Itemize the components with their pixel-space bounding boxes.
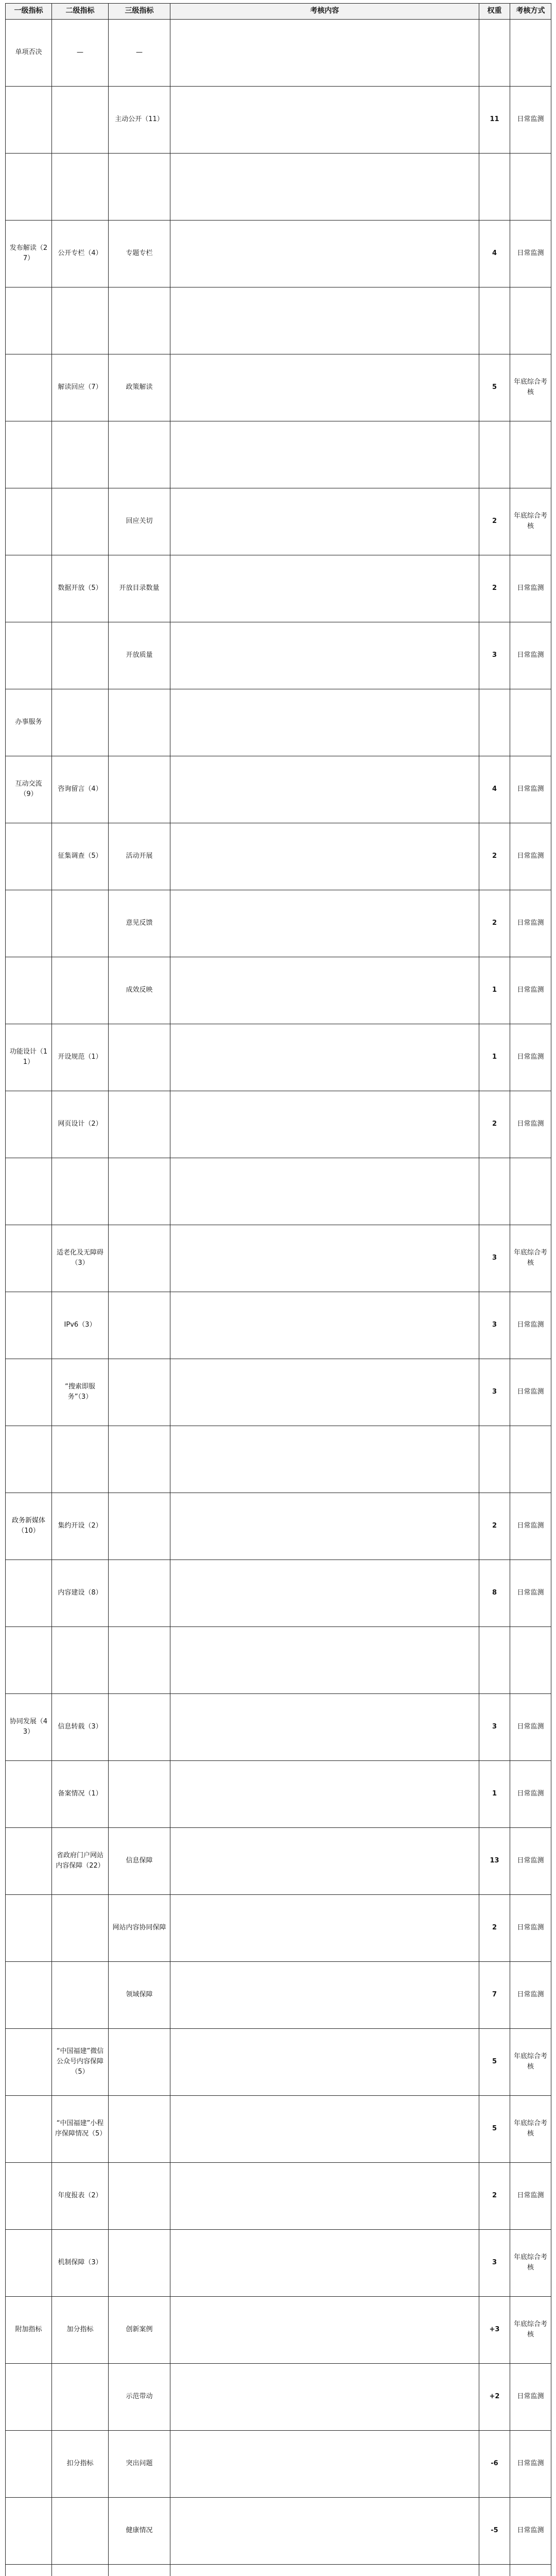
content-cell [170, 2162, 479, 2229]
method-cell: 日常监测 [510, 1091, 551, 1158]
method-cell: 年底综合考核 [510, 354, 551, 421]
content-cell [170, 689, 479, 756]
weight-cell: 5 [479, 354, 510, 421]
table-row [6, 2430, 551, 2497]
level1-cell [6, 957, 52, 1024]
weight-cell: 1 [479, 1024, 510, 1091]
method-cell: 年底综合考核 [510, 1225, 551, 1292]
level2-cell: 适老化及无障碍（3） [52, 1225, 109, 1292]
level3-cell [109, 689, 170, 756]
content-cell [170, 1024, 479, 1091]
content-cell [170, 1760, 479, 1827]
level1-cell [6, 1426, 52, 1493]
level2-cell: 内容建设（8） [52, 1560, 109, 1626]
level3-cell [109, 2028, 170, 2095]
level3-cell [109, 1560, 170, 1626]
table-row [6, 1359, 551, 1426]
level3-cell: 活动开展 [109, 823, 170, 890]
level1-cell [6, 1827, 52, 1894]
method-cell [510, 2564, 551, 2576]
content-cell [170, 2095, 479, 2162]
level3-cell: 专题专栏 [109, 220, 170, 287]
method-cell: 年底综合考核 [510, 2229, 551, 2296]
level1-cell [6, 2564, 52, 2576]
level1-cell: 政务新媒体（10） [6, 1493, 52, 1560]
table-row [6, 890, 551, 957]
level1-cell [6, 622, 52, 689]
level2-cell: 数据开放（5） [52, 555, 109, 622]
level3-cell: 示范带动 [109, 2363, 170, 2430]
table-row [6, 2162, 551, 2229]
table-row [6, 2296, 551, 2363]
method-cell: 年底综合考核 [510, 2296, 551, 2363]
level1-cell [6, 555, 52, 622]
content-cell [170, 1961, 479, 2028]
table-row [6, 153, 551, 220]
level3-cell: 创新案例 [109, 2296, 170, 2363]
level2-cell [52, 1426, 109, 1493]
table-row [6, 488, 551, 555]
level2-cell: 咨询留言（4） [52, 756, 109, 823]
weight-cell: 13 [479, 1827, 510, 1894]
weight-cell: 1 [479, 957, 510, 1024]
weight-cell [479, 19, 510, 86]
table-row [6, 1560, 551, 1626]
level2-cell [52, 622, 109, 689]
header-weight: 权重 [479, 4, 510, 20]
table-row [6, 555, 551, 622]
weight-cell: 2 [479, 823, 510, 890]
level3-cell [109, 2229, 170, 2296]
level3-cell [109, 2162, 170, 2229]
weight-cell [479, 2564, 510, 2576]
weight-cell [479, 287, 510, 354]
level1-cell [6, 1560, 52, 1626]
level3-cell [109, 2095, 170, 2162]
level2-cell [52, 1158, 109, 1225]
level2-cell: 省政府门户网站内容保障（22） [52, 1827, 109, 1894]
weight-cell: 3 [479, 2229, 510, 2296]
level2-cell: 网页设计（2） [52, 1091, 109, 1158]
table-row [6, 1158, 551, 1225]
weight-cell [479, 689, 510, 756]
level3-cell [109, 153, 170, 220]
weight-cell [479, 1158, 510, 1225]
table-row [6, 689, 551, 756]
method-cell: 日常监测 [510, 86, 551, 153]
method-cell [510, 287, 551, 354]
method-cell: 日常监测 [510, 823, 551, 890]
level3-cell: 开放目录数量 [109, 555, 170, 622]
weight-cell: 2 [479, 488, 510, 555]
content-cell [170, 756, 479, 823]
table-row [6, 1894, 551, 1961]
level2-cell: 公开专栏（4） [52, 220, 109, 287]
level1-cell [6, 86, 52, 153]
level3-cell: 回应关切 [109, 488, 170, 555]
content-cell [170, 86, 479, 153]
table-row [6, 957, 551, 1024]
weight-cell: 11 [479, 86, 510, 153]
level1-cell: 发布解读（27） [6, 220, 52, 287]
table-row [6, 2363, 551, 2430]
table-row [6, 1827, 551, 1894]
method-cell: 日常监测 [510, 756, 551, 823]
table-row [6, 622, 551, 689]
table-row [6, 2564, 551, 2576]
level3-cell [109, 1760, 170, 1827]
method-cell [510, 19, 551, 86]
level1-cell [6, 1158, 52, 1225]
content-cell [170, 1560, 479, 1626]
table-header-row [6, 4, 551, 20]
level3-cell [109, 1626, 170, 1693]
level1-cell [6, 1760, 52, 1827]
level2-cell: “中国福建”微信公众号内容保障（5） [52, 2028, 109, 2095]
level3-cell [109, 1292, 170, 1359]
level1-cell [6, 421, 52, 488]
content-cell [170, 957, 479, 1024]
level1-cell [6, 2229, 52, 2296]
method-cell: 日常监测 [510, 1024, 551, 1091]
level2-cell [52, 421, 109, 488]
level3-cell [109, 1091, 170, 1158]
level3-cell [109, 2564, 170, 2576]
level3-cell: 突出问题 [109, 2430, 170, 2497]
level2-cell: “中国福建”小程序保障情况（5） [52, 2095, 109, 2162]
method-cell: 日常监测 [510, 1292, 551, 1359]
method-cell: 日常监测 [510, 1961, 551, 2028]
weight-cell: 3 [479, 1292, 510, 1359]
content-cell [170, 488, 479, 555]
weight-cell [479, 1426, 510, 1493]
level3-cell: 成效反映 [109, 957, 170, 1024]
level2-cell: IPv6（3） [52, 1292, 109, 1359]
content-cell [170, 2296, 479, 2363]
level1-cell [6, 1292, 52, 1359]
content-cell [170, 2430, 479, 2497]
content-cell [170, 1225, 479, 1292]
content-cell [170, 287, 479, 354]
table-row [6, 1760, 551, 1827]
level1-cell [6, 153, 52, 220]
level1-cell: 附加指标 [6, 2296, 52, 2363]
method-cell: 日常监测 [510, 957, 551, 1024]
table-row [6, 2229, 551, 2296]
table-row [6, 421, 551, 488]
weight-cell: +2 [479, 2363, 510, 2430]
level2-cell: 年度报表（2） [52, 2162, 109, 2229]
header-level3: 三级指标 [109, 4, 170, 20]
method-cell [510, 1158, 551, 1225]
content-cell [170, 2028, 479, 2095]
level1-cell [6, 2162, 52, 2229]
weight-cell: 3 [479, 1225, 510, 1292]
table-row [6, 823, 551, 890]
level2-cell [52, 2363, 109, 2430]
level2-cell: 征集调查（5） [52, 823, 109, 890]
table-row [6, 2028, 551, 2095]
level2-cell: 机制保障（3） [52, 2229, 109, 2296]
content-cell [170, 153, 479, 220]
content-cell [170, 1493, 479, 1560]
level3-cell: 意见反馈 [109, 890, 170, 957]
method-cell: 日常监测 [510, 1827, 551, 1894]
level1-cell: 办事服务 [6, 689, 52, 756]
level1-cell [6, 1626, 52, 1693]
level2-cell [52, 1894, 109, 1961]
table-row [6, 1426, 551, 1493]
weight-cell: -5 [479, 2497, 510, 2564]
weight-cell: -6 [479, 2430, 510, 2497]
content-cell [170, 2229, 479, 2296]
level1-cell [6, 890, 52, 957]
header-content: 考核内容 [170, 4, 479, 20]
content-cell [170, 354, 479, 421]
table-row [6, 1626, 551, 1693]
table-row [6, 1024, 551, 1091]
method-cell: 日常监测 [510, 555, 551, 622]
level2-cell: — [52, 19, 109, 86]
weight-cell: 1 [479, 1760, 510, 1827]
level3-cell [109, 1225, 170, 1292]
level2-cell: “搜索即服务”（3） [52, 1359, 109, 1426]
level3-cell [109, 1426, 170, 1493]
weight-cell: 2 [479, 1493, 510, 1560]
level2-cell [52, 689, 109, 756]
method-cell [510, 153, 551, 220]
weight-cell: +3 [479, 2296, 510, 2363]
method-cell: 日常监测 [510, 622, 551, 689]
table-row [6, 1693, 551, 1760]
table-row [6, 220, 551, 287]
level1-cell [6, 2430, 52, 2497]
method-cell [510, 1626, 551, 1693]
table-row [6, 756, 551, 823]
level2-cell [52, 2564, 109, 2576]
method-cell: 日常监测 [510, 2162, 551, 2229]
content-cell [170, 890, 479, 957]
method-cell: 日常监测 [510, 1894, 551, 1961]
method-cell: 年底综合考核 [510, 488, 551, 555]
method-cell: 日常监测 [510, 1560, 551, 1626]
assessment-table [5, 3, 551, 2576]
level1-cell [6, 2095, 52, 2162]
level1-cell [6, 2028, 52, 2095]
table-row [6, 86, 551, 153]
level3-cell [109, 421, 170, 488]
content-cell [170, 823, 479, 890]
level2-cell [52, 2497, 109, 2564]
weight-cell [479, 153, 510, 220]
weight-cell: 8 [479, 1560, 510, 1626]
method-cell: 年底综合考核 [510, 2095, 551, 2162]
level1-cell [6, 2363, 52, 2430]
weight-cell: 3 [479, 622, 510, 689]
content-cell [170, 1292, 479, 1359]
weight-cell: 7 [479, 1961, 510, 2028]
level1-cell [6, 1961, 52, 2028]
content-cell [170, 2363, 479, 2430]
level1-cell [6, 1894, 52, 1961]
level3-cell: 信息保障 [109, 1827, 170, 1894]
level2-cell [52, 86, 109, 153]
content-cell [170, 622, 479, 689]
content-cell [170, 2564, 479, 2576]
level2-cell [52, 153, 109, 220]
weight-cell: 5 [479, 2095, 510, 2162]
level3-cell: 主动公开（11） [109, 86, 170, 153]
content-cell [170, 1693, 479, 1760]
level3-cell: 健康情况 [109, 2497, 170, 2564]
level2-cell: 扣分指标 [52, 2430, 109, 2497]
weight-cell [479, 421, 510, 488]
method-cell [510, 1426, 551, 1493]
content-cell [170, 555, 479, 622]
level3-cell [109, 1158, 170, 1225]
content-cell [170, 1426, 479, 1493]
level3-cell [109, 1493, 170, 1560]
level3-cell [109, 1359, 170, 1426]
level1-cell: 单项否决 [6, 19, 52, 86]
method-cell [510, 421, 551, 488]
weight-cell: 2 [479, 555, 510, 622]
level1-cell [6, 2497, 52, 2564]
level1-cell [6, 823, 52, 890]
method-cell [510, 689, 551, 756]
content-cell [170, 1091, 479, 1158]
level1-cell [6, 1359, 52, 1426]
content-cell [170, 220, 479, 287]
method-cell: 年底综合考核 [510, 2028, 551, 2095]
level2-cell: 集约开设（2） [52, 1493, 109, 1560]
header-method: 考核方式 [510, 4, 551, 20]
level3-cell: 开放质量 [109, 622, 170, 689]
weight-cell: 2 [479, 2162, 510, 2229]
method-cell: 日常监测 [510, 1359, 551, 1426]
level1-cell [6, 354, 52, 421]
table-row [6, 1292, 551, 1359]
level3-cell [109, 1693, 170, 1760]
level3-cell: — [109, 19, 170, 86]
table-row [6, 1225, 551, 1292]
table-row [6, 2095, 551, 2162]
content-cell [170, 421, 479, 488]
weight-cell: 4 [479, 220, 510, 287]
level2-cell [52, 1626, 109, 1693]
content-cell [170, 19, 479, 86]
level1-cell [6, 488, 52, 555]
weight-cell: 4 [479, 756, 510, 823]
weight-cell: 2 [479, 890, 510, 957]
level1-cell [6, 1225, 52, 1292]
level2-cell [52, 1961, 109, 2028]
table-row [6, 2497, 551, 2564]
content-cell [170, 1158, 479, 1225]
method-cell: 日常监测 [510, 2497, 551, 2564]
content-cell [170, 1626, 479, 1693]
table-row [6, 1091, 551, 1158]
method-cell: 日常监测 [510, 890, 551, 957]
content-cell [170, 1894, 479, 1961]
method-cell: 日常监测 [510, 2430, 551, 2497]
weight-cell: 5 [479, 2028, 510, 2095]
method-cell: 日常监测 [510, 1693, 551, 1760]
table-row [6, 1961, 551, 2028]
content-cell [170, 1827, 479, 1894]
level1-cell [6, 287, 52, 354]
level2-cell: 解读回应（7） [52, 354, 109, 421]
level2-cell [52, 957, 109, 1024]
level2-cell [52, 890, 109, 957]
weight-cell: 2 [479, 1894, 510, 1961]
table-row [6, 1493, 551, 1560]
level2-cell: 信息转载（3） [52, 1693, 109, 1760]
weight-cell [479, 1626, 510, 1693]
method-cell: 日常监测 [510, 1760, 551, 1827]
level2-cell: 备案情况（1） [52, 1760, 109, 1827]
level3-cell [109, 287, 170, 354]
level2-cell: 开设规范（1） [52, 1024, 109, 1091]
method-cell: 日常监测 [510, 220, 551, 287]
content-cell [170, 2497, 479, 2564]
weight-cell: 3 [479, 1359, 510, 1426]
method-cell: 日常监测 [510, 1493, 551, 1560]
table-row [6, 19, 551, 86]
level1-cell: 协同发展（43） [6, 1693, 52, 1760]
level3-cell [109, 1024, 170, 1091]
header-level2: 二级指标 [52, 4, 109, 20]
level2-cell [52, 287, 109, 354]
level3-cell: 政策解读 [109, 354, 170, 421]
method-cell: 日常监测 [510, 2363, 551, 2430]
level1-cell: 功能设计（11） [6, 1024, 52, 1091]
level3-cell: 网站内容协同保障 [109, 1894, 170, 1961]
table-row [6, 354, 551, 421]
level1-cell [6, 1091, 52, 1158]
level1-cell: 互动交流（9） [6, 756, 52, 823]
content-cell [170, 1359, 479, 1426]
level2-cell: 加分指标 [52, 2296, 109, 2363]
header-level1: 一级指标 [6, 4, 52, 20]
weight-cell: 3 [479, 1693, 510, 1760]
level2-cell [52, 488, 109, 555]
weight-cell: 2 [479, 1091, 510, 1158]
level3-cell [109, 756, 170, 823]
level3-cell: 领域保障 [109, 1961, 170, 2028]
table-row [6, 287, 551, 354]
